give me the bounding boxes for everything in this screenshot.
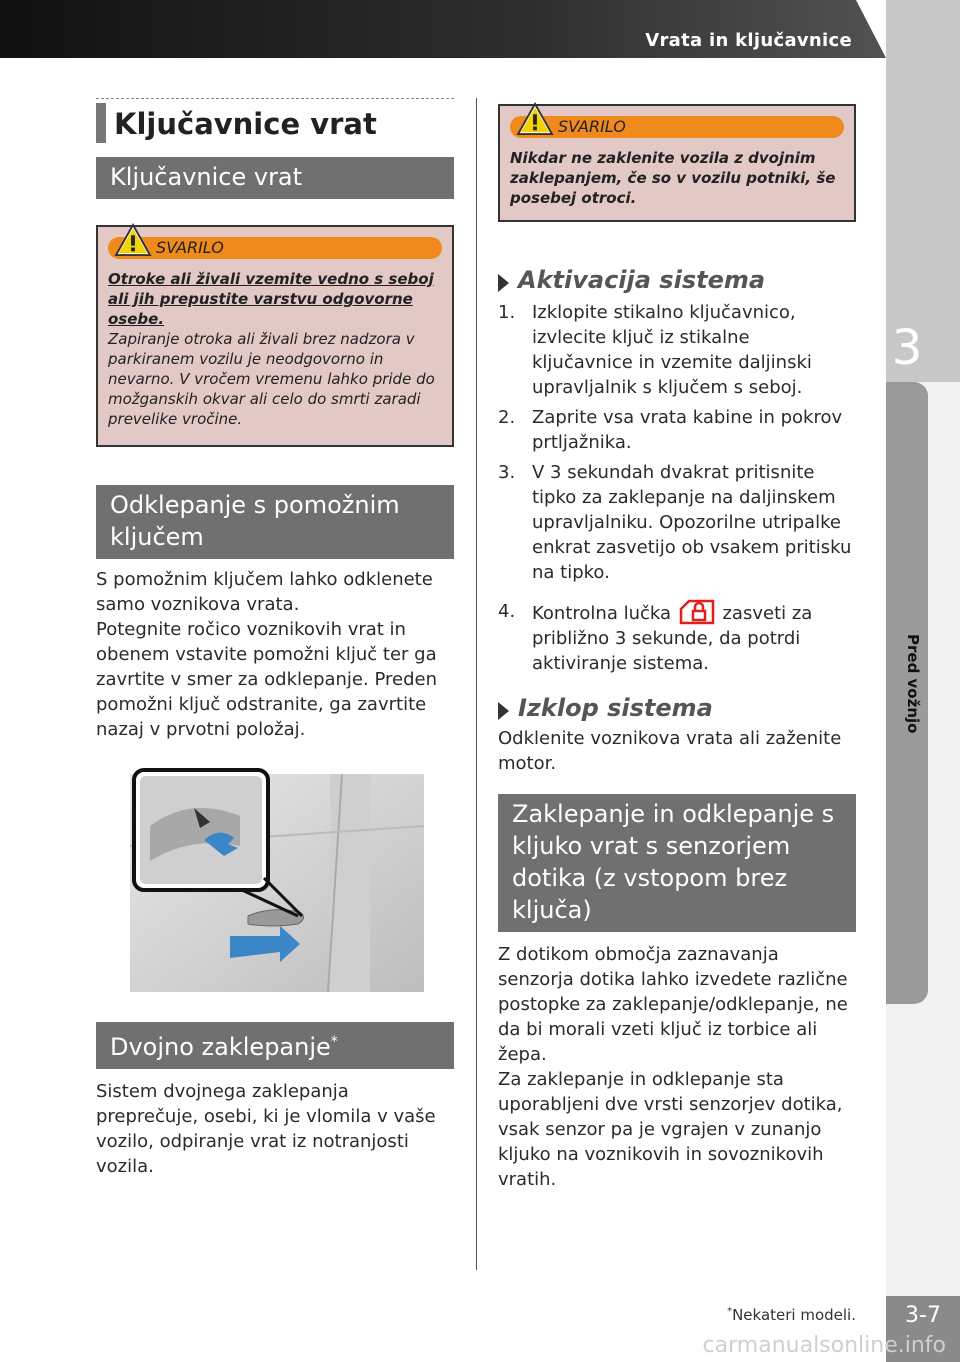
door-lock-indicator-icon <box>677 599 717 625</box>
subheading-deactivation <box>498 694 856 722</box>
warning-box-children <box>96 225 454 447</box>
step-text: Izklopite stikalno ključavnico, izvlecite ključ iz stikalne ključavnice in vzemite daljinski upravljalnik s ključem s seboj. <box>532 302 812 398</box>
list-item <box>498 460 856 585</box>
step-number: 1. <box>498 302 516 323</box>
list-item <box>498 599 856 676</box>
warning-header-right <box>510 116 844 138</box>
list-item <box>498 300 856 400</box>
chapter-number: 3 <box>891 320 923 376</box>
deactivation-title: Izklop sistema <box>518 694 713 722</box>
warning-triangle-icon <box>114 223 152 257</box>
warning-text-right: Nikdar ne zaklenite vozila z dvojnim zaklepanjem, če so v vozilu potniki, še posebej otroci. <box>510 149 836 207</box>
aux-key-paragraph-1: S pomožnim ključem lahko odklenete samo voznikova vrata. <box>96 569 433 615</box>
step-text: Zaprite vsa vrata kabine in pokrov prtljažnika. <box>532 407 843 453</box>
section-heading-double-lock <box>96 1022 454 1069</box>
right-column <box>498 104 856 1192</box>
section-heading-aux-key: Odklepanje s pomožnim ključem <box>96 485 454 559</box>
step-number: 2. <box>498 407 516 428</box>
warning-header <box>108 237 442 259</box>
aux-key-paragraph-2: Potegnite ročico voznikovih vrat in obenem vstavite pomožni ključ ter ga zavrtite v smer za odklepanje. Preden pomožni ključ odstranite, ga zavrtite nazaj v prvotni položaj. <box>96 619 437 740</box>
step-text-pre: Kontrolna lučka <box>532 603 672 624</box>
chapter-label: Pred vožnjo <box>904 634 922 734</box>
step-text: V 3 sekundah dvakrat pritisnite tipko za zaklepanje na daljinskem upravljalniku. Opozorilne utripalke enkrat zasvetijo ob vsakem pritisku na tipko. <box>532 462 852 583</box>
double-lock-paragraph: Sistem dvojnega zaklepanja preprečuje, osebi, ki je vlomila v vaše vozilo, odpiranje vrat iz notranjosti vozila. <box>96 1081 436 1177</box>
footnote <box>727 1306 856 1324</box>
warning-text: Zapiranje otroka ali živali brez nadzora v parkiranem vozilu je neodgovorno in nevarno. V vročem vremenu lahko pride do možganskih okvar ali celo do smrti zaradi prevelike vročine. <box>108 330 435 428</box>
footnote-mark: * <box>727 1306 733 1317</box>
column-divider <box>476 98 477 1270</box>
warning-triangle-icon <box>516 102 554 136</box>
subheading-activation <box>498 266 856 294</box>
left-column <box>96 98 454 1179</box>
warning-box-double-lock <box>498 104 856 222</box>
step-number: 3. <box>498 462 516 483</box>
list-item <box>498 405 856 455</box>
header-title: Vrata in ključavnice <box>645 30 852 51</box>
footnote-text: Nekateri modeli. <box>732 1306 856 1324</box>
step-number: 4. <box>498 601 516 622</box>
watermark: carmanualsonline.info <box>702 1333 946 1358</box>
section-heading-touch-sensor: Zaklepanje in odklepanje s kljuko vrat s senzorjem dotika (z vstopom brez ključa) <box>498 794 856 932</box>
section-heading-door-locks: Ključavnice vrat <box>96 157 454 199</box>
door-handle-illustration <box>130 766 424 992</box>
double-lock-title: Dvojno zaklepanje <box>110 1033 331 1061</box>
double-lock-mark: * <box>330 1034 338 1050</box>
step-text-post: zasveti za približno 3 sekunde, da potrdi aktiviranje sistema. <box>532 603 813 674</box>
touch-sensor-paragraph-2: Za zaklepanje in odklepanje sta uporabljeni dve vrsti senzorjev dotika, vsak senzor pa je vgrajen v zunanjo kljuko na voznikovih in sovoznikovih vratih. <box>498 1069 843 1190</box>
touch-sensor-paragraph-1: Z dotikom območja zaznavanja senzorja dotika lahko izvedete različne postopke za zaklepanje/odklepanje, ne da bi morali vzeti ključ iz torbice ali žepa. <box>498 944 848 1065</box>
activation-title: Aktivacija sistema <box>518 266 766 294</box>
activation-steps <box>498 300 856 676</box>
warning-bold-text: Otroke ali živali vzemite vedno s seboj ali jih prepustite varstvu odgovorne osebe. <box>108 270 434 328</box>
page-title: Ključavnice vrat <box>96 98 454 147</box>
deactivation-paragraph: Odklenite voznikova vrata ali zaženite motor. <box>498 728 842 774</box>
warning-label: SVARILO <box>156 238 224 257</box>
warning-label-right: SVARILO <box>558 117 626 136</box>
page-number: 3-7 <box>886 1296 960 1362</box>
header-slant <box>856 0 886 58</box>
